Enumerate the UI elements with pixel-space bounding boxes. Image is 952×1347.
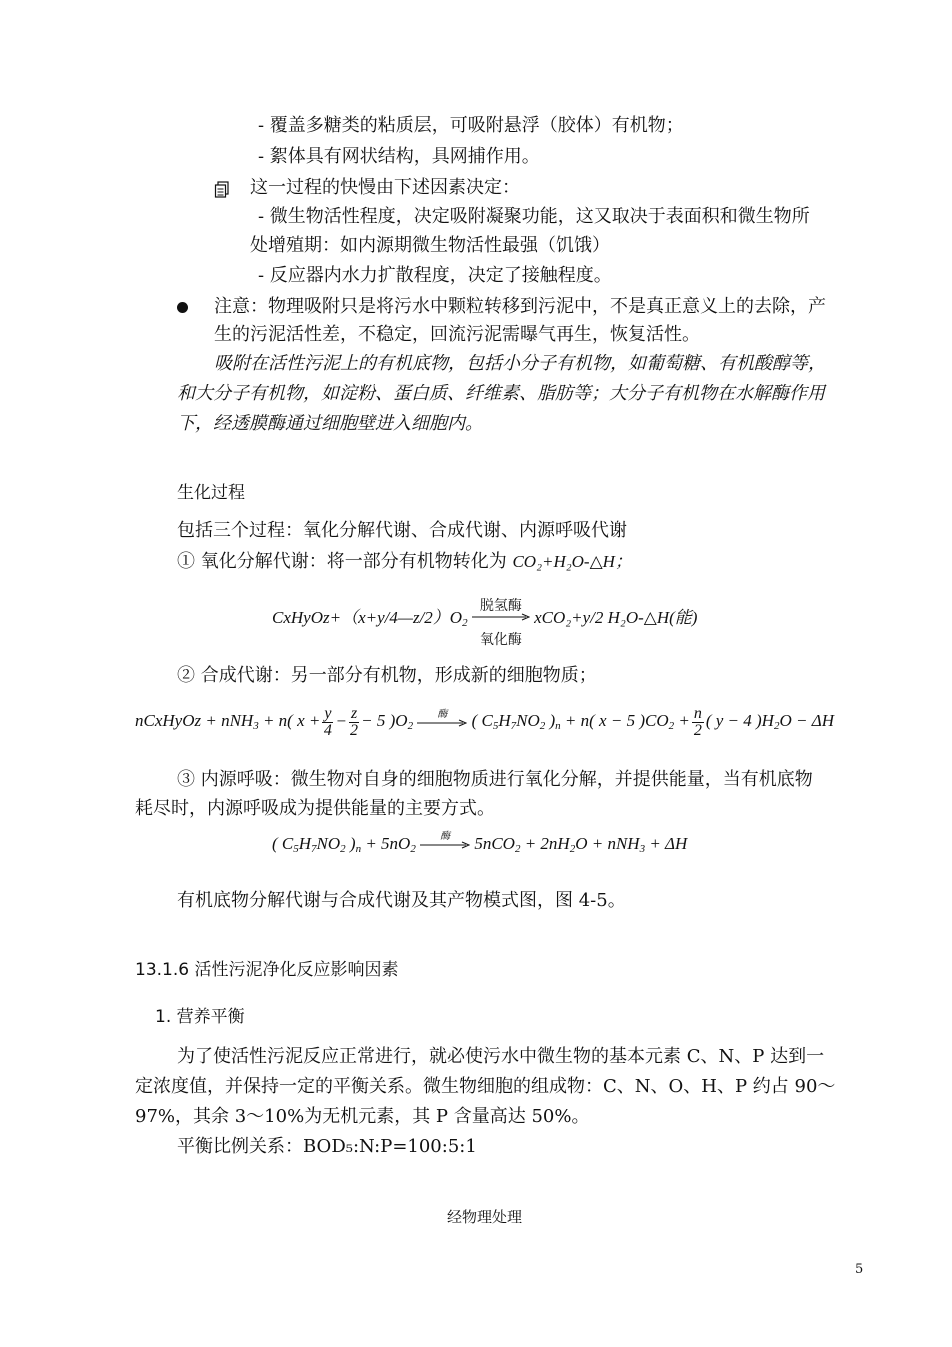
arrow-label: 酶 bbox=[440, 831, 451, 843]
equation-left: CxHyOz+（x+y/4—z/2）O bbox=[272, 608, 463, 627]
subsection-heading: 1. 营养平衡 bbox=[155, 1007, 245, 1027]
reaction-arrow bbox=[420, 831, 470, 855]
list-item-1 bbox=[177, 550, 632, 574]
arrow-icon bbox=[417, 719, 467, 727]
arrow-label-top: 脱氢酶 bbox=[479, 599, 522, 615]
equation-3: ( $C_5H_7NO_2$ )$_n + 5nO_2$ 酶 $5nCO_2 + 2nH_2O + nNH_3 + \Delta H$ bbox=[272, 832, 687, 861]
arrow-label: 酶 bbox=[437, 708, 448, 720]
arrow-label-bottom: 氧化酶 bbox=[479, 633, 522, 649]
fraction: $\frac{n}{2}$ bbox=[693, 705, 702, 739]
text-line: 定浓度值，并保持一定的平衡关系。微生物细胞的组成物：C、N、O、H、P 约占 90～ bbox=[135, 1076, 836, 1097]
fraction: $\frac{y}{4}$ bbox=[323, 705, 332, 739]
text-line: 为了使活性污泥反应正常进行，就必使污水中微生物的基本元素 C、N、P 达到一 bbox=[177, 1046, 825, 1067]
text-line: 耗尽时，内源呼吸成为提供能量的主要方式。 bbox=[135, 798, 495, 819]
formula-inline: CO₂+H₂O-△H； bbox=[512, 552, 632, 571]
text-line: 包括三个过程：氧化分解代谢、合成代谢、内源呼吸代谢 bbox=[177, 520, 627, 541]
equation-1: $CxHyOz+(x+y/4—z/2)O_2$ 脱氢酶 氧化酶 xCO₂+y/2 H₂O-△H(能) bbox=[272, 606, 697, 635]
arrow-icon bbox=[420, 841, 470, 849]
italic-text-line: 吸附在活性污泥上的有机底物，包括小分子有机物，如葡萄糖、有机酸醇等， bbox=[214, 353, 826, 374]
bullet-icon bbox=[177, 302, 188, 313]
list-item-3: ③ 内源呼吸：微生物对自身的细胞物质进行氧化分解，并提供能量，当有机底物 bbox=[177, 769, 813, 790]
italic-text-line: 和大分子有机物，如淀粉、蛋白质、纤维素、脂肪等；大分子有机物在水解酶作用 bbox=[177, 383, 825, 404]
text-line: - 反应器内水力扩散程度，决定了接触程度。 bbox=[258, 265, 612, 286]
text-line: 注意：物理吸附只是将污水中颗粒转移到污泥中，不是真正意义上的去除，产 bbox=[214, 296, 826, 317]
equation-2: nCxHyOz + nNH$_3$ + n( x + $\frac{y}{4}$ − $\frac{z}{2}$ − 5 )$O_2$ 酶 ( $C_5H_7NO_2$ )$_n + n$( x − 5 )$CO_2$ + $\frac{n}{2}$ ( y − 4 )$H_2O - \Delta H$ bbox=[135, 706, 834, 739]
list-item-2: ② 合成代谢：另一部分有机物，形成新的细胞物质； bbox=[177, 665, 597, 686]
page-number: 5 bbox=[855, 1262, 864, 1277]
text-line: 97%，其余 3～10%为无机元素，其 P 含量高达 50%。 bbox=[135, 1106, 590, 1127]
figure-caption: 经物理处理 bbox=[447, 1208, 523, 1226]
section-heading: 生化过程 bbox=[177, 483, 245, 503]
text-line: 有机底物分解代谢与合成代谢及其产物模式图，图 4-5。 bbox=[177, 890, 626, 911]
arrow-icon bbox=[472, 613, 530, 621]
italic-text-line: 下，经透膜酶通过细胞壁进入细胞内。 bbox=[177, 413, 483, 434]
text-line: 这一过程的快慢由下述因素决定： bbox=[250, 177, 520, 198]
document-icon bbox=[214, 181, 230, 199]
text-line: - 絮体具有网状结构，具网捕作用。 bbox=[258, 146, 540, 167]
text-line: 处增殖期：如内源期微生物活性最强（饥饿） bbox=[250, 235, 610, 256]
fraction: $\frac{z}{2}$ bbox=[350, 705, 359, 739]
reaction-arrow bbox=[417, 708, 467, 733]
equation-right: xCO₂+y/2 H₂O-△H(能) bbox=[534, 608, 698, 627]
section-heading: 13.1.6 活性污泥净化反应影响因素 bbox=[135, 960, 399, 980]
text-line: - 覆盖多糖类的粘质层，可吸附悬浮（胶体）有机物； bbox=[258, 115, 684, 136]
list-item-text: ① 氧化分解代谢：将一部分有机物转化为 bbox=[177, 551, 507, 572]
text-line: 平衡比例关系：BOD₅:N:P=100:5:1 bbox=[177, 1136, 477, 1157]
text-line: 生的污泥活性差，不稳定，回流污泥需曝气再生，恢复活性。 bbox=[214, 324, 700, 345]
reaction-arrow bbox=[472, 599, 530, 649]
text-line: - 微生物活性程度，决定吸附凝聚功能，这又取决于表面积和微生物所 bbox=[258, 206, 810, 227]
